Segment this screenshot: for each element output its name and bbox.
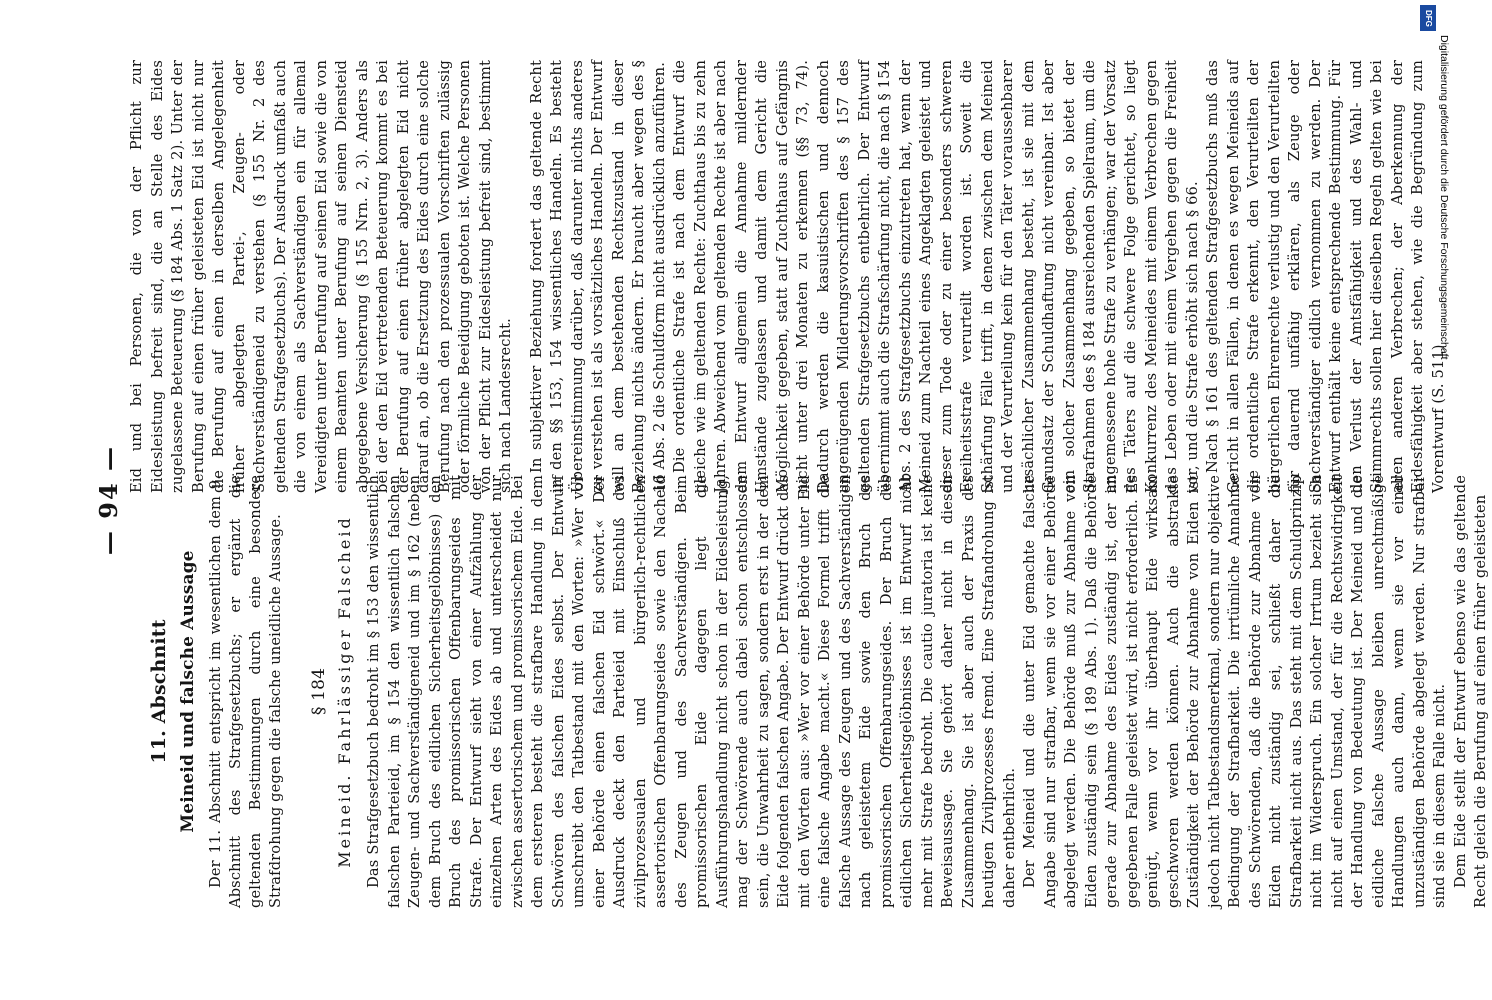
body-paragraph: In subjektiver Beziehung fordert das geltende Recht in den §§ 153, 154 wissentliches Handeln. Es besteht Übereinstimmung darüber, daß darunter nichts anderes zu verstehen ist als vorsätzliches Handeln. Der Entwurf will an dem bestehenden Rechtszustand in dieser Beziehung nichts ändern. Er braucht aber wegen des § 16 Abs. 2 die Schuldform nicht ausdrücklich anzuführen.	[527, 60, 668, 493]
right-column	[127, 60, 1449, 493]
credit-text-wrap	[1436, 5, 1452, 705]
body-paragraph: Nach § 161 des geltenden Strafgesetzbuchs muß das Gericht in allen Fällen, in denen es wegen Meineids auf die ordentliche Strafe erkennt, den Verurteilten der bürgerlichen Ehrenrechte verlustig und den Verurteilten für dauernd unfähig erklären, als Zeuge oder Sachverständiger eidlich vernommen zu werden. Der Entwurf enthält keine entsprechende Bestimmung. Für den Verlust der Amtsfähigkeit und des Wahl- und Stimmrechts sollen hier dieselben Regeln gelten wie bei allen anderen Verbrechen; der Aberkennung der Eidesfähigkeit aber stehen, wie die Begründung zum Vorentwurf (S. 511)	[1204, 60, 1447, 493]
body-paragraph: Die ordentliche Strafe ist nach dem Entwurf die gleiche wie im geltenden Rechte: Zuchthaus bis zu zehn Jahren. Abweichend vom geltenden Rechte ist aber nach dem Entwurf allgemein die Annahme mildernder Umstände zugelassen und damit dem Gericht die Möglichkeit gegeben, statt auf Zuchthaus auf Gefängnis nicht unter drei Monaten zu erkennen (§§ 73, 74). Dadurch werden die kasuistischen und dennoch ungenügenden Milderungsvorschriften des § 157 des geltenden Strafgesetzbuchs entbehrlich. Der Entwurf übernimmt auch die Strafschärfung nicht, die nach § 154 Abs. 2 des Strafgesetzbuchs einzutreten hat, wenn der Meineid zum Nachteil eines Angeklagten geleistet und dieser zum Tode oder zu einer besonders schweren Freiheitsstrafe verurteilt worden ist. Soweit die Schärfung Fälle trifft, in denen zwischen dem Meineid und der Verurteilung kein für den Täter voraussehbarer ursächlicher Zusammenhang besteht, ist sie mit dem Grundsatz der Schuldhaftung nicht vereinbar. Ist aber ein solcher Zusammenhang gegeben, so bietet der Strafrahmen des § 184 ausreichenden Spielraum, um die angemessene hohe Strafe zu verhängen; war der Vorsatz des Täters auf die schwere Folge gerichtet, so liegt Konkurrenz des Meineides mit einem Verbrechen gegen das Leben oder mit einem Vergehen gegen die Freiheit vor, und die Strafe erhöht sich nach § 66.	[671, 60, 1201, 493]
body-paragraph: Das Strafgesetzbuch bedroht im § 153 den wissentlich falschen Parteieid, im § 154 den wissentlich falschen Zeugen- und Sachverständigeneid und im § 162 (neben dem Bruch des eidlichen Sicherheitsgelöbnisses) den Bruch des promissorischen Offenbarungseides mit Strafe. Der Entwurf sieht von einer Aufzählung der einzelnen Arten des Eides ab und unterscheidet nur zwischen assertorischem und promissorischem Eide. Bei dem ersteren besteht die strafbare Handlung in dem Schwören des falschen Eides selbst. Der Entwurf umschreibt den Tatbestand mit den Worten: »Wer vor einer Behörde einen falschen Eid schwört.« Der Ausdruck deckt den Parteieid mit Einschluß des zivilprozessualen und bürgerlich-rechtlichen assertorischen Offenbarungseides sowie den Nacheid des Zeugen und des Sachverständigen. Beim promissorischen Eide dagegen liegt die Ausführungshandlung nicht schon in der Eidesleistung, mag der Schwörende auch dabei schon entschlossen sein, die Unwahrheit zu sagen, sondern erst in der dem Eide folgenden falschen Angabe. Der Entwurf drückt das mit den Worten aus: »Wer vor einer Behörde unter Eid eine falsche Angabe macht.« Diese Formel trifft die falsche Aussage des Zeugen und des Sachverständigen nach geleistetem Eide sowie den Bruch des promissorischen Offenbarungseides. Der Bruch des eidlichen Sicherheitsgelöbnisses ist im Entwurf nicht mehr mit Strafe bedroht. Die cautio juratoria ist keine Beweisaussage. Sie gehört daher nicht in diesen Zusammenhang. Sie ist aber auch der Praxis des heutigen Zivilprozesses fremd. Eine Strafandrohung ist daher entbehrlich.	[365, 475, 1018, 908]
body-paragraph: Der Meineid und die unter Eid gemachte falsche Angabe sind nur strafbar, wenn sie vor einer Behörde abgelegt werden. Die Behörde muß zur Abnahme von Eiden zuständig sein (§ 189 Abs. 1). Daß die Behörde gerade zur Abnahme des Eides zuständig ist, der im gegebenen Falle geleistet wird, ist nicht erforderlich. Es genügt, wenn vor ihr überhaupt Eide wirksam geschworen werden können. Auch die abstrakte Zuständigkeit der Behörde zur Abnahme von Eiden ist jedoch nicht Tatbestandsmerkmal, sondern nur objektive Bedingung der Strafbarkeit. Die irrtümliche Annahme des Schwörenden, daß die Behörde zur Abnahme von Eiden nicht zuständig sei, schließt daher die Strafbarkeit nicht aus. Das steht mit dem Schuldprinzip nicht im Widerspruch. Ein solcher Irrtum bezieht sich nicht auf einen Umstand, der für die Rechtswidrigkeit der Handlung von Bedeutung ist. Der Meineid und die eidliche falsche Aussage bleiben unrechtmäßige Handlungen auch dann, wenn sie vor einer unzuständigen Behörde abgelegt werden. Nur strafbar sind sie in diesem Falle nicht.	[1021, 475, 1448, 908]
credit-text: Digitalisierung gefördert durch die Deutsche Forschungsgemeinschaft	[1438, 35, 1450, 360]
left-column	[134, 475, 1492, 908]
dfg-logo: DFG	[1420, 5, 1436, 31]
section-intro: Der 11. Abschnitt entspricht im wesentlichen dem 9. Abschnitt des Strafgesetzbuchs; er ergänzt die geltenden Bestimmungen durch eine besondere Strafdrohung gegen die falsche uneidliche Aussage.	[207, 475, 284, 908]
section-title: 11. Abschnitt	[148, 619, 170, 764]
body-paragraph: Dem Eide stellt der Entwurf ebenso wie das geltende Recht gleich die Berufung auf einen früher geleisteten	[1451, 475, 1489, 908]
digitization-credit	[1420, 5, 1450, 705]
body-paragraph: Eid und bei Personen, die von der Pflicht zur Eidesleistung befreit sind, die an Stelle des Eides zugelassene Beteuerung (§ 184 Abs. 1 Satz 2). Unter der Berufung auf einen früher geleisteten Eid ist nicht nur die Berufung auf einen in derselben Angelegenheit früher abgelegten Partei-, Zeugen- oder Sachverständigeneid zu verstehen (§ 155 Nr. 2 des geltenden Strafgesetzbuchs). Der Ausdruck umfaßt auch die von einem als Sachverständigen ein für allemal Vereidigten unter Berufung auf seinen Eid sowie die von einem Beamten unter Berufung auf seinen Diensteid abgegebene Versicherung (§ 155 Nrn. 2, 3). Anders als bei der den Eid vertretenden Beteuerung kommt es bei der Berufung auf einen früher abgelegten Eid nicht darauf an, ob die Ersetzung des Eides durch eine solche Berufung nach den prozessualen Vorschriften zulässig oder förmliche Beeidigung geboten ist. Welche Personen von der Pflicht zur Eidesleistung befreit sind, bestimmt sich nach Landesrecht.	[128, 60, 514, 493]
paragraph-mark: § 184	[309, 667, 329, 716]
paragraph-heading: Meineid. Fahrlässiger Falscheid	[335, 515, 354, 868]
page-number: — 94 —	[94, 444, 123, 556]
section-subtitle: Meineid und falsche Aussage	[178, 550, 198, 833]
